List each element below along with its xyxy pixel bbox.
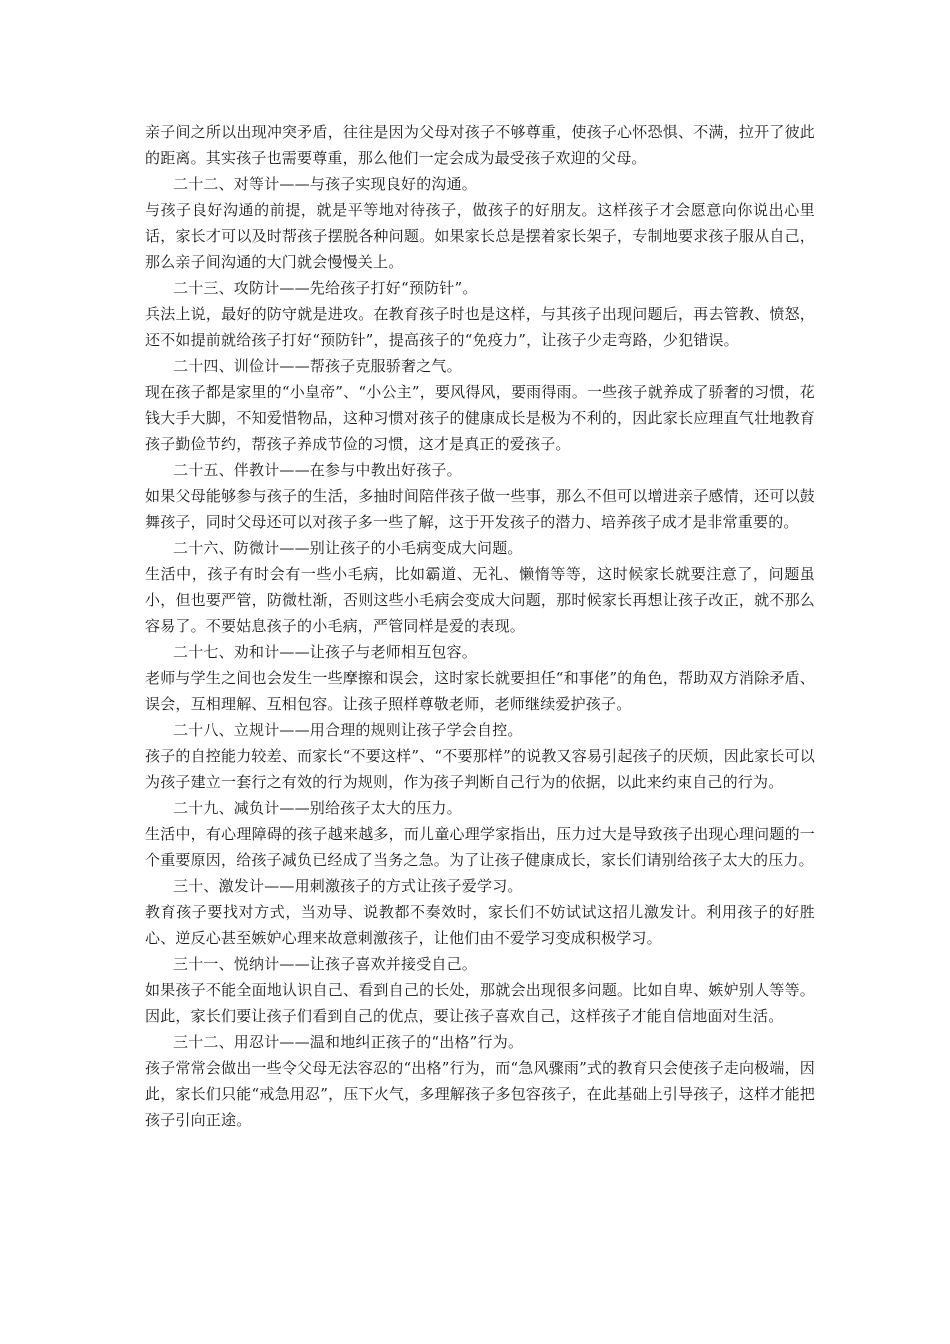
section-25 [145,457,815,535]
section-body: 如果孩子不能全面地认识自己、看到自己的长处，那就会出现很多问题。比如自卑、嫉妒别人等等。因此，家长们要让孩子们看到自己的优点，要让孩子喜欢自己，这样孩子才能自信地面对生活。 [145,981,815,1025]
section-32 [145,1029,815,1133]
section-heading: 二十七、劝和计——让孩子与老师相互包容。 [173,643,478,661]
section-23 [145,275,815,353]
section-heading: 二十四、训俭计——帮孩子克服骄奢之气。 [173,357,462,375]
section-heading: 二十二、对等计——与孩子实现良好的沟通。 [173,175,478,193]
section-heading: 二十八、立规计——用合理的规则让孩子学会自控。 [173,721,523,739]
section-29 [145,795,815,873]
section-heading: 三十一、悦纳计——让孩子喜欢并接受自己。 [173,955,478,973]
section-body: 孩子的自控能力较差、而家长“不要这样”、“不要那样”的说教又容易引起孩子的厌烦，因此家长可以为孩子建立一套行之有效的行为规则，作为孩子判断自己行为的依据，以此来约束自己的行为。 [145,747,815,791]
section-body: 生活中，有心理障碍的孩子越来越多，而儿童心理学家指出，压力过大是导致孩子出现心理问题的一个重要原因，给孩子减负已经成了当务之急。为了让孩子健康成长，家长们请别给孩子太大的压力。 [145,825,815,869]
section-heading: 二十三、攻防计——先给孩子打好“预防针”。 [173,279,478,297]
section-heading: 二十九、减负计——别给孩子太大的压力。 [173,799,462,817]
section-heading: 二十五、伴教计——在参与中教出好孩子。 [173,461,462,479]
section-body: 如果父母能够参与孩子的生活，多抽时间陪伴孩子做一些事，那么不但可以增进亲子感情，还可以鼓舞孩子，同时父母还可以对孩子多一些了解，这于开发孩子的潜力、培养孩子成才是非常重要的。 [145,487,815,531]
section-body: 兵法上说，最好的防守就是进攻。在教育孩子时也是这样，与其孩子出现问题后，再去管教、愤怒，还不如提前就给孩子打好“预防针”，提高孩子的“免疫力”，让孩子少走弯路，少犯错误。 [145,305,815,349]
section-body: 现在孩子都是家里的“小皇帝”、“小公主”，要风得风，要雨得雨。一些孩子就养成了骄奢的习惯，花钱大手大脚，不知爱惜物品，这种习惯对孩子的健康成长是极为不利的，因此家长应理直气壮地教育孩子勤俭节约，帮孩子养成节俭的习惯，这才是真正的爱孩子。 [145,383,815,453]
section-body: 孩子常常会做出一些令父母无法容忍的“出格”行为，而“急风骤雨”式的教育只会使孩子走向极端，因此，家长们只能“戒急用忍”，压下火气，多理解孩子多包容孩子，在此基础上引导孩子，这样才能把孩子引向正途。 [145,1059,815,1129]
document-page [145,119,815,1133]
section-body: 老师与学生之间也会发生一些摩擦和误会，这时家长就要担任“和事佬”的角色，帮助双方消除矛盾、误会，互相理解、互相包容。让孩子照样尊敬老师，老师继续爱护孩子。 [145,669,815,713]
section-body: 教育孩子要找对方式，当劝导、说教都不奏效时，家长们不妨试试这招儿激发计。利用孩子的好胜心、逆反心甚至嫉妒心理来故意刺激孩子，让他们由不爱学习变成积极学习。 [145,903,815,947]
section-body: 与孩子良好沟通的前提，就是平等地对待孩子，做孩子的好朋友。这样孩子才会愿意向你说出心里话，家长才可以及时帮孩子摆脱各种问题。如果家长总是摆着家长架子，专制地要求孩子服从自己，那么亲子间沟通的大门就会慢慢关上。 [145,201,815,271]
section-31 [145,951,815,1029]
intro-paragraph: 亲子间之所以出现冲突矛盾，往往是因为父母对孩子不够尊重，使孩子心怀恐惧、不满，拉开了彼此的距离。其实孩子也需要尊重，那么他们一定会成为最受孩子欢迎的父母。 [145,123,815,167]
section-heading: 二十六、防微计——别让孩子的小毛病变成大问题。 [173,539,523,557]
section-heading: 三十、激发计——用刺激孩子的方式让孩子爱学习。 [173,877,523,895]
section-30 [145,873,815,951]
section-27 [145,639,815,717]
section-22 [145,171,815,275]
section-26 [145,535,815,639]
section-body: 生活中，孩子有时会有一些小毛病，比如霸道、无礼、懒惰等等，这时候家长就要注意了，问题虽小，但也要严管，防微杜渐，否则这些小毛病会变成大问题，那时候家长再想让孩子改正，就不那么容易了。不要姑息孩子的小毛病，严管同样是爱的表现。 [145,565,815,635]
section-24 [145,353,815,457]
section-heading: 三十二、用忍计——温和地纠正孩子的“出格”行为。 [173,1033,524,1051]
section-28 [145,717,815,795]
